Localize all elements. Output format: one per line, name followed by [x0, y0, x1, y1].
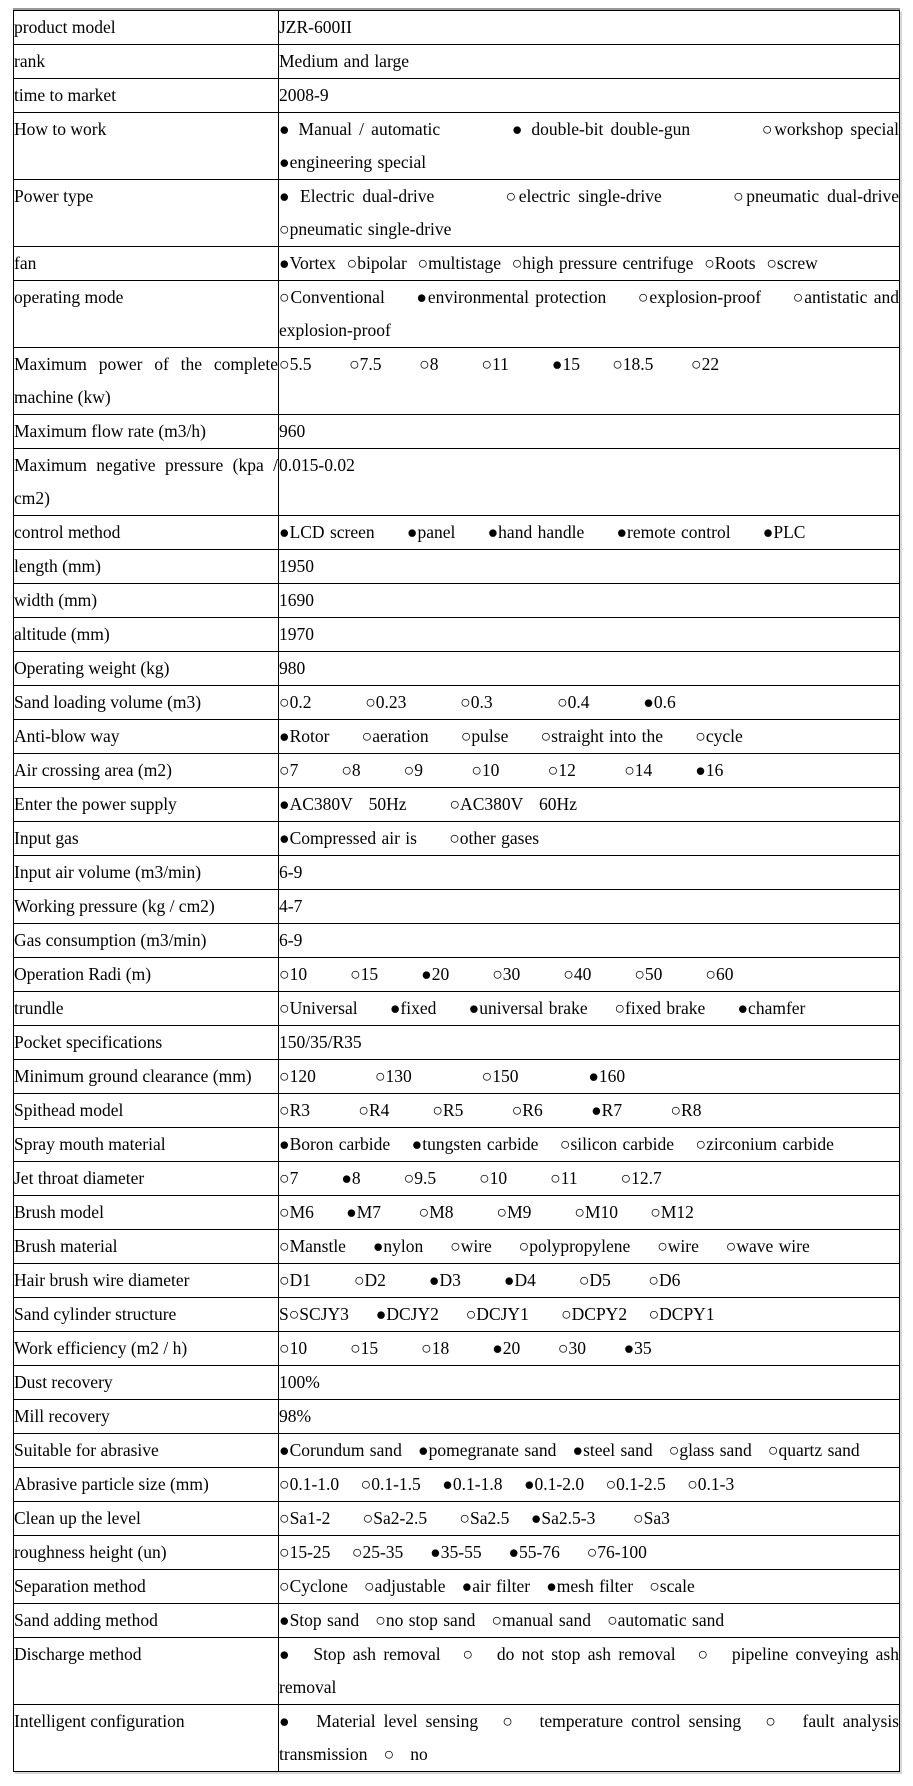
spec-table [13, 10, 905, 1772]
spec-label: Discharge method [14, 1638, 279, 1705]
table-row [14, 1230, 900, 1264]
spec-value: ●LCD screen ●panel ●hand handle ●remote control ●PLC [279, 516, 900, 550]
table-row [14, 754, 900, 788]
spec-value: ○Manstle ●nylon ○wire ○polypropylene ○wire ○wave wire [279, 1230, 900, 1264]
spec-value: ○Conventional ●environmental protection ○explosion-proof ○antistatic and explosion-proof [279, 281, 900, 348]
spec-label: Spithead model [14, 1094, 279, 1128]
spec-value: ○Universal ●fixed ●universal brake ○fixed brake ●chamfer [279, 992, 900, 1026]
table-row [14, 550, 900, 584]
table-row [14, 1604, 900, 1638]
table-row [14, 890, 900, 924]
spec-label: operating mode [14, 281, 279, 348]
spec-label: Spray mouth material [14, 1128, 279, 1162]
spec-label: Intelligent configuration [14, 1705, 279, 1772]
spec-value: ○5.5 ○7.5 ○8 ○11 ●15 ○18.5 ○22 [279, 348, 900, 415]
spec-value: ● Manual / automatic ● double-bit double-gun ○workshop special ●engineering special [279, 113, 900, 180]
spec-value: ○0.1-1.0 ○0.1-1.5 ●0.1-1.8 ●0.1-2.0 ○0.1-2.5 ○0.1-3 [279, 1468, 900, 1502]
spec-value: ○Sa1-2 ○Sa2-2.5 ○Sa2.5 ●Sa2.5-3 ○Sa3 [279, 1502, 900, 1536]
table-row [14, 618, 900, 652]
table-row [14, 1264, 900, 1298]
spec-value: 6-9 [279, 924, 900, 958]
table-row [14, 1536, 900, 1570]
spec-value: 150/35/R35 [279, 1026, 900, 1060]
spec-value: ○120 ○130 ○150 ●160 [279, 1060, 900, 1094]
table-row [14, 584, 900, 618]
table-row [14, 992, 900, 1026]
spec-value: 98% [279, 1400, 900, 1434]
spec-value: 980 [279, 652, 900, 686]
spec-label: Sand cylinder structure [14, 1298, 279, 1332]
spec-label: product model [14, 11, 279, 45]
spec-value: ●Rotor ○aeration ○pulse ○straight into the ○cycle [279, 720, 900, 754]
table-row [14, 1570, 900, 1604]
table-row [14, 45, 900, 79]
spec-label: Suitable for abrasive [14, 1434, 279, 1468]
spec-value: ●Stop sand ○no stop sand ○manual sand ○automatic sand [279, 1604, 900, 1638]
spec-label: control method [14, 516, 279, 550]
table-row [14, 788, 900, 822]
table-row [14, 180, 900, 247]
spec-value: ●Vortex ○bipolar ○multistage ○high pressure centrifuge ○Roots ○screw [279, 247, 900, 281]
spec-value: ○15-25 ○25-35 ●35-55 ●55-76 ○76-100 [279, 1536, 900, 1570]
spec-value: 6-9 [279, 856, 900, 890]
spec-label: Operating weight (kg) [14, 652, 279, 686]
table-row [14, 1060, 900, 1094]
table-row [14, 1434, 900, 1468]
table-row [14, 1332, 900, 1366]
spec-value: ○Cyclone ○adjustable ●air filter ●mesh filter ○scale [279, 1570, 900, 1604]
table-row [14, 79, 900, 113]
spec-label: Maximum flow rate (m3/h) [14, 415, 279, 449]
spec-label: length (mm) [14, 550, 279, 584]
table-row [14, 1298, 900, 1332]
spec-value: Medium and large [279, 45, 900, 79]
spec-label: Sand adding method [14, 1604, 279, 1638]
spec-value: ○M6 ●M7 ○M8 ○M9 ○M10 ○M12 [279, 1196, 900, 1230]
spec-value: ●AC380V 50Hz ○AC380V 60Hz [279, 788, 900, 822]
table-row [14, 1128, 900, 1162]
table-row [14, 247, 900, 281]
spec-value: ○0.2 ○0.23 ○0.3 ○0.4 ●0.6 [279, 686, 900, 720]
spec-value: 960 [279, 415, 900, 449]
spec-label: Work efficiency (m2 / h) [14, 1332, 279, 1366]
spec-value: 1970 [279, 618, 900, 652]
spec-label: Brush model [14, 1196, 279, 1230]
spec-value: 1950 [279, 550, 900, 584]
table-row [14, 1638, 900, 1705]
table-row [14, 1705, 900, 1772]
spec-value: ○7 ○8 ○9 ○10 ○12 ○14 ●16 [279, 754, 900, 788]
spec-value: 0.015-0.02 [279, 449, 900, 516]
table-row [14, 1468, 900, 1502]
spec-label: Working pressure (kg / cm2) [14, 890, 279, 924]
spec-label: rank [14, 45, 279, 79]
spec-label: Maximum negative pressure (kpa / cm2) [14, 449, 279, 516]
spec-label: altitude (mm) [14, 618, 279, 652]
spec-label: fan [14, 247, 279, 281]
spec-value: ○R3 ○R4 ○R5 ○R6 ●R7 ○R8 [279, 1094, 900, 1128]
spec-label: Hair brush wire diameter [14, 1264, 279, 1298]
table-row [14, 652, 900, 686]
spec-value: ● Material level sensing ○ temperature control sensing ○ fault analysis transmission ○ no [279, 1705, 900, 1772]
table-row [14, 449, 900, 516]
spec-label: Power type [14, 180, 279, 247]
spec-label: Abrasive particle size (mm) [14, 1468, 279, 1502]
spec-label: Anti-blow way [14, 720, 279, 754]
spec-value: 2008-9 [279, 79, 900, 113]
table-row [14, 516, 900, 550]
spec-label: Sand loading volume (m3) [14, 686, 279, 720]
spec-label: Clean up the level [14, 1502, 279, 1536]
spec-value: JZR-600II [279, 11, 900, 45]
spec-label: Enter the power supply [14, 788, 279, 822]
spec-label: Input air volume (m3/min) [14, 856, 279, 890]
spec-label: How to work [14, 113, 279, 180]
spec-label: Pocket specifications [14, 1026, 279, 1060]
spec-label: Minimum ground clearance (mm) [14, 1060, 279, 1094]
spec-label: roughness height (un) [14, 1536, 279, 1570]
spec-value: ○D1 ○D2 ●D3 ●D4 ○D5 ○D6 [279, 1264, 900, 1298]
spec-label: Jet throat diameter [14, 1162, 279, 1196]
spec-label: Brush material [14, 1230, 279, 1264]
spec-label: trundle [14, 992, 279, 1026]
spec-label: width (mm) [14, 584, 279, 618]
table-row [14, 1502, 900, 1536]
spec-table-body [14, 11, 905, 1772]
table-row [14, 1196, 900, 1230]
spec-label: Maximum power of the complete machine (kw) [14, 348, 279, 415]
spec-value: ● Stop ash removal ○ do not stop ash removal ○ pipeline conveying ash removal [279, 1638, 900, 1705]
table-row [14, 1162, 900, 1196]
table-row [14, 720, 900, 754]
spec-sheet [13, 10, 905, 1772]
spec-label: Separation method [14, 1570, 279, 1604]
spec-label: Gas consumption (m3/min) [14, 924, 279, 958]
spec-value: ●Compressed air is ○other gases [279, 822, 900, 856]
spec-label: Air crossing area (m2) [14, 754, 279, 788]
spec-value: ○10 ○15 ○18 ●20 ○30 ●35 [279, 1332, 900, 1366]
table-row [14, 415, 900, 449]
spec-value: 100% [279, 1366, 900, 1400]
table-row [14, 348, 900, 415]
spec-label: Input gas [14, 822, 279, 856]
spec-label: Dust recovery [14, 1366, 279, 1400]
spec-value: ●Boron carbide ●tungsten carbide ○silicon carbide ○zirconium carbide [279, 1128, 900, 1162]
spec-value: 1690 [279, 584, 900, 618]
table-row [14, 113, 900, 180]
table-row [14, 822, 900, 856]
table-row [14, 924, 900, 958]
table-row [14, 958, 900, 992]
spec-value: S○SCJY3 ●DCJY2 ○DCJY1 ○DCPY2 ○DCPY1 [279, 1298, 900, 1332]
spec-label: time to market [14, 79, 279, 113]
spec-value: ● Electric dual-drive ○electric single-drive ○pneumatic dual-drive ○pneumatic single-drive [279, 180, 900, 247]
spec-value: ●Corundum sand ●pomegranate sand ●steel sand ○glass sand ○quartz sand [279, 1434, 900, 1468]
table-row [14, 1366, 900, 1400]
spec-value: ○7 ●8 ○9.5 ○10 ○11 ○12.7 [279, 1162, 900, 1196]
table-row [14, 11, 900, 45]
spec-label: Mill recovery [14, 1400, 279, 1434]
table-row [14, 1026, 900, 1060]
spec-value: ○10 ○15 ●20 ○30 ○40 ○50 ○60 [279, 958, 900, 992]
table-row [14, 856, 900, 890]
table-row [14, 686, 900, 720]
spec-value: 4-7 [279, 890, 900, 924]
spec-label: Operation Radi (m) [14, 958, 279, 992]
table-row [14, 281, 900, 348]
table-row [14, 1400, 900, 1434]
table-row [14, 1094, 900, 1128]
